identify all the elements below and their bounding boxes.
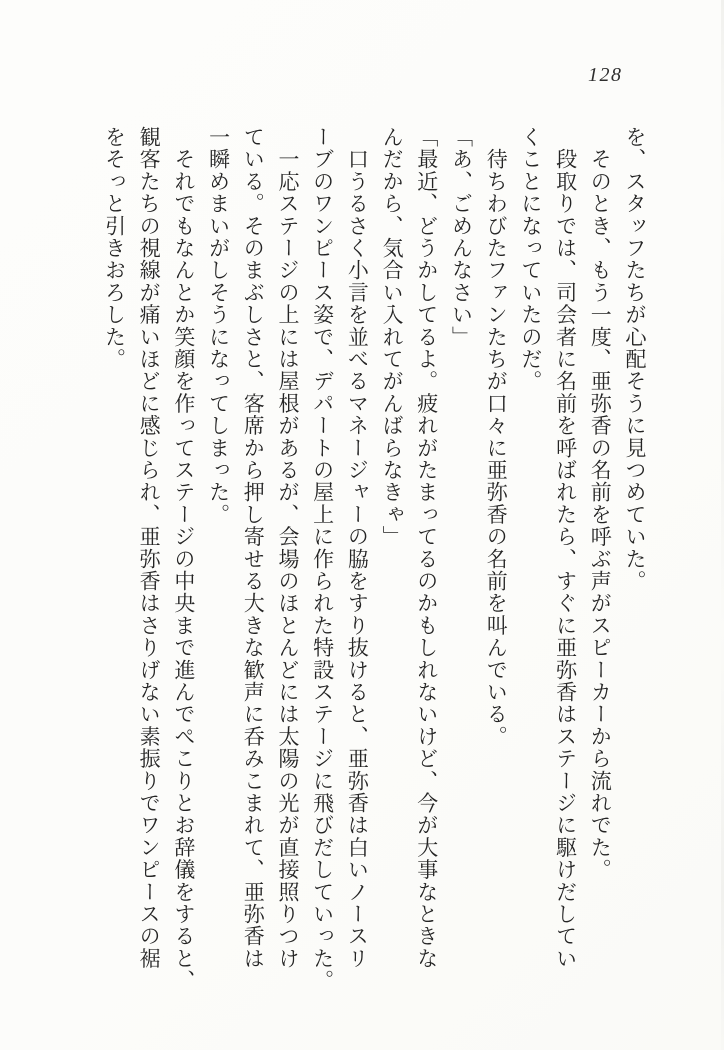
body-text xyxy=(97,126,652,998)
text-line: ーブのワンピース姿で、デパートの屋上に作られた特設ステージに飛びだしていった。 xyxy=(310,126,335,992)
text-line: 一応ステージの上には屋根があるが、会場のほとんどには太陽の光が直接照りつけ xyxy=(275,126,300,970)
text-line: 観客たちの視線が痛いほどに感じられ、亜弥香はさりげない素振りでワンピースの裾 xyxy=(137,126,162,970)
text-line: ている。そのまぶしさと、客席から押し寄せる大きな歓声に呑みこまれて、亜弥香は xyxy=(241,126,266,970)
text-line: 口うるさく小言を並べるマネージャーの脇をすり抜けると、亜弥香は白いノースリ xyxy=(345,126,370,970)
text-line: 「最近、どうかしてるよ。疲れがたまってるのかもしれないけど、今が大事なときな xyxy=(414,126,439,970)
text-line: をそっと引きおろした。 xyxy=(102,126,127,371)
text-line: それでもなんとか笑顔を作ってステージの中央まで進んでぺこりとお辞儀をすると、 xyxy=(171,126,196,992)
text-line: 段取りでは、司会者に名前を呼ばれたら、すぐに亜弥香はステージに駆けだしてい xyxy=(553,126,578,970)
text-line: 「あ、ごめんなさい」 xyxy=(449,126,474,348)
text-line: んだから、気合い入れてがんばらなきゃ」 xyxy=(380,126,405,548)
page-number: 128 xyxy=(588,64,623,86)
text-line: そのとき、もう一度、亜弥香の名前を呼ぶ声がスピーカーから流れでた。 xyxy=(588,126,613,881)
text-line: を、スタッフたちが心配そうに見つめていた。 xyxy=(623,126,647,593)
text-line: くことになっていたのだ。 xyxy=(518,126,543,393)
text-line: 待ちわびたファンたちが口々に亜弥香の名前を叫んでいる。 xyxy=(484,126,509,748)
text-line: 一瞬めまいがしそうになってしまった。 xyxy=(206,126,231,526)
